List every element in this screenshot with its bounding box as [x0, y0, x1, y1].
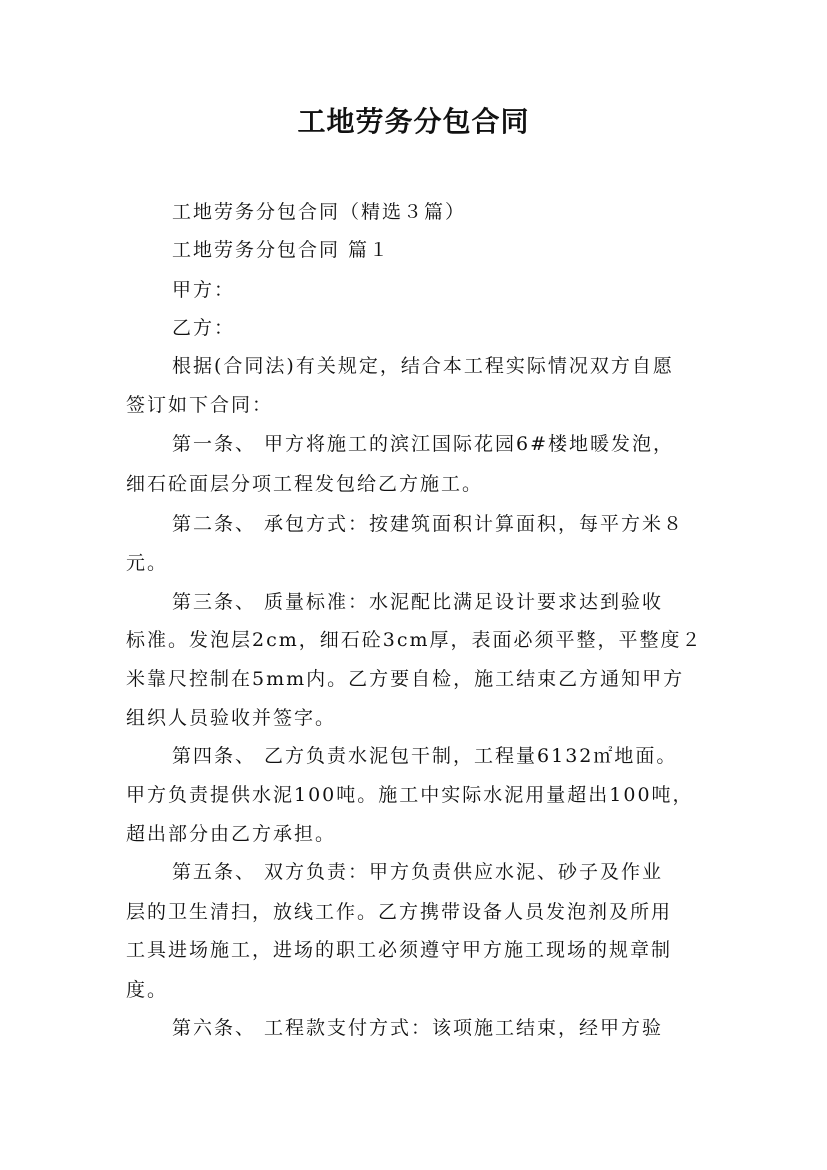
article-4-line: 甲方负责提供水泥100吨。施工中实际水泥用量超出100吨， [126, 784, 694, 806]
article-5-line: 工具进场施工，进场的职工必须遵守甲方施工现场的规章制 [126, 939, 673, 961]
article-5-line: 第五条、 双方负责：甲方负责供应水泥、砂子及作业 [172, 861, 664, 883]
subtitle-line: 工地劳务分包合同（精选３篇） [172, 201, 467, 223]
article-1-line: 第一条、 甲方将施工的滨江国际花园6#楼地暖发泡， [172, 433, 675, 455]
article-3-line: 米靠尺控制在5mm内。乙方要自检，施工结束乙方通知甲方 [126, 668, 685, 690]
article-2-line: 元。 [126, 552, 169, 574]
article-3-line: 第三条、 质量标准：水泥配比满足设计要求达到验收 [172, 591, 664, 613]
party-b-line: 乙方： [172, 317, 236, 339]
article-3-line: 组织人员验收并签字。 [126, 707, 337, 729]
article-4-line: 超出部分由乙方承担。 [126, 823, 337, 845]
article-2-line: 第二条、 承包方式：按建筑面积计算面积，每平方米８ [172, 513, 685, 535]
article-3-line: 标准。发泡层2cm，细石砼3cm厚，表面必须平整，平整度２ [126, 629, 703, 651]
article-4-line: 第四条、 乙方负责水泥包干制，工程量6132㎡地面。 [172, 745, 678, 767]
document-title: 工地劳务分包合同 [297, 105, 530, 138]
paragraph-line: 签订如下合同： [126, 394, 274, 416]
article-1-line: 细石砼面层分项工程发包给乙方施工。 [126, 473, 484, 495]
paragraph-line: 根据(合同法)有关规定，结合本工程实际情况双方自愿 [172, 355, 674, 377]
section-heading: 工地劳务分包合同 篇１ [172, 239, 391, 261]
party-a-line: 甲方： [172, 279, 236, 301]
article-6-line: 第六条、 工程款支付方式：该项施工结束，经甲方验 [172, 1017, 664, 1039]
article-5-line: 度。 [126, 979, 169, 1001]
article-5-line: 层的卫生清扫，放线工作。乙方携带设备人员发泡剂及所用 [126, 901, 673, 923]
